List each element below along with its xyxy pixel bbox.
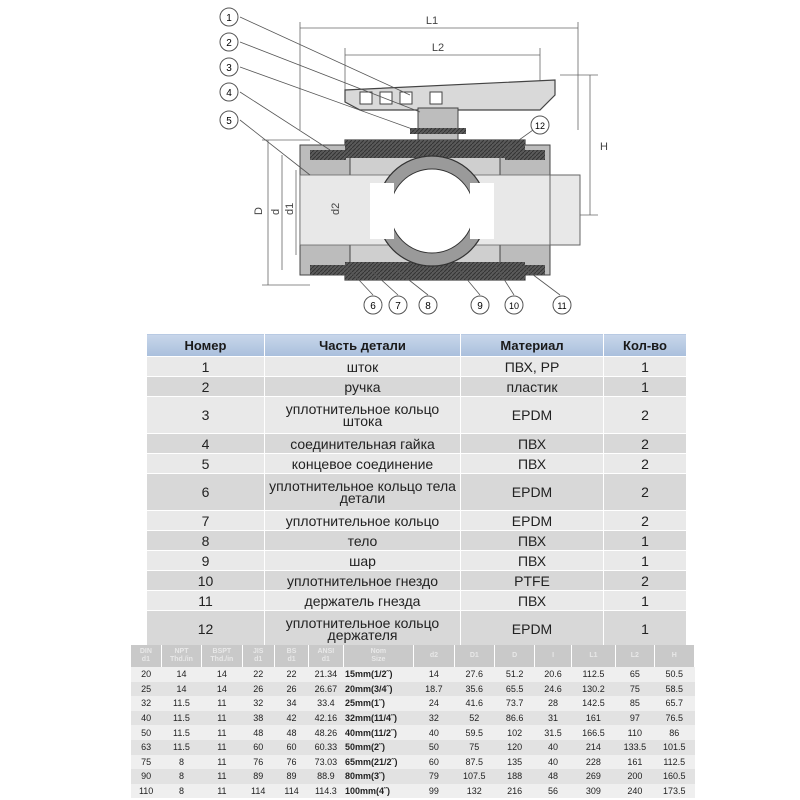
dims-header: L2 [616, 645, 654, 667]
dims-cell: 50 [414, 740, 454, 755]
dims-row [131, 755, 695, 770]
dimensions-table-body [131, 667, 695, 798]
dims-cell: 18.7 [414, 682, 454, 697]
dim-D: D [253, 207, 265, 215]
dims-row [131, 696, 695, 711]
dims-cell: 161 [571, 711, 615, 726]
dim-L1: L1 [425, 15, 439, 27]
dims-cell: 120 [495, 740, 535, 755]
dims-cell: 112.5 [571, 667, 615, 682]
parts-row [147, 474, 687, 511]
dims-header: H [654, 645, 694, 667]
part-qty: 1 [604, 531, 687, 551]
dims-cell: 20 [131, 667, 161, 682]
svg-text:9: 9 [477, 301, 483, 312]
dimensions-table-header [131, 645, 695, 667]
dims-cell: 132 [454, 784, 494, 799]
parts-row [147, 377, 687, 397]
svg-text:5: 5 [226, 116, 232, 127]
part-name: уплотнительное кольцо держателя [265, 611, 461, 648]
dims-cell: 59.5 [454, 725, 494, 740]
callout-12 [531, 116, 549, 134]
dims-cell: 85 [616, 696, 654, 711]
dims-cell: 58.5 [654, 682, 694, 697]
part-qty: 2 [604, 571, 687, 591]
part-name: уплотнительное кольцо [265, 511, 461, 531]
header-number: Номер [147, 334, 265, 357]
dims-cell: 228 [571, 755, 615, 770]
part-qty: 1 [604, 357, 687, 377]
dims-cell: 26 [274, 682, 308, 697]
part-material: ПВХ, PP [461, 357, 604, 377]
dims-row [131, 667, 695, 682]
svg-text:7: 7 [395, 301, 401, 312]
dims-cell: 38 [242, 711, 274, 726]
dims-cell: 309 [571, 784, 615, 799]
dims-row [131, 769, 695, 784]
dims-cell: 60 [274, 740, 308, 755]
dims-header: DIN d1 [131, 645, 161, 667]
dims-cell: 24.6 [535, 682, 571, 697]
dims-header: Nom Size [343, 645, 414, 667]
dims-cell: 135 [495, 755, 535, 770]
parts-row [147, 454, 687, 474]
callout-3 [220, 58, 238, 76]
dims-cell: 42.16 [309, 711, 343, 726]
header-material: Материал [461, 334, 604, 357]
dims-header: BSPT Thd./in [202, 645, 242, 667]
stem-seal [410, 128, 466, 134]
dims-cell: 76 [242, 755, 274, 770]
dims-header: D1 [454, 645, 494, 667]
parts-table-header [147, 334, 687, 357]
dims-cell: 11 [202, 711, 242, 726]
part-qty: 2 [604, 397, 687, 434]
header-part: Часть детали [265, 334, 461, 357]
dims-cell: 65 [616, 667, 654, 682]
dims-cell: 48.26 [309, 725, 343, 740]
svg-text:6: 6 [370, 301, 376, 312]
dims-cell: 40 [535, 755, 571, 770]
dims-cell: 48 [274, 725, 308, 740]
dims-cell: 73.7 [495, 696, 535, 711]
dims-cell: 130.2 [571, 682, 615, 697]
part-qty: 1 [604, 611, 687, 648]
dims-cell: 60 [242, 740, 274, 755]
callout-4 [220, 83, 238, 101]
dims-cell: 11 [202, 755, 242, 770]
part-name: шток [265, 357, 461, 377]
dims-cell: 110 [616, 725, 654, 740]
dims-cell: 161 [616, 755, 654, 770]
part-qty: 1 [604, 551, 687, 571]
part-qty: 2 [604, 454, 687, 474]
dims-cell: 142.5 [571, 696, 615, 711]
dims-header: L1 [571, 645, 615, 667]
parts-row [147, 571, 687, 591]
part-name: концевое соединение [265, 454, 461, 474]
dims-cell: 48 [242, 725, 274, 740]
dims-cell: 14 [161, 667, 201, 682]
part-material: PTFE [461, 571, 604, 591]
dims-cell: 26 [242, 682, 274, 697]
dims-cell: 28 [535, 696, 571, 711]
dims-cell: 173.5 [654, 784, 694, 799]
dims-cell: 79 [414, 769, 454, 784]
part-number: 1 [147, 357, 265, 377]
dims-cell: 33.4 [309, 696, 343, 711]
parts-row [147, 434, 687, 454]
dims-cell: 80mm(3˝) [343, 769, 414, 784]
part-qty: 2 [604, 511, 687, 531]
dims-row [131, 725, 695, 740]
dims-cell: 27.6 [454, 667, 494, 682]
dims-cell: 34 [274, 696, 308, 711]
dim-d2: d2 [330, 202, 342, 215]
dims-cell: 88.9 [309, 769, 343, 784]
dim-d1: d1 [284, 202, 296, 215]
dims-cell: 160.5 [654, 769, 694, 784]
callout-9 [471, 296, 489, 314]
part-number: 9 [147, 551, 265, 571]
dims-cell: 101.5 [654, 740, 694, 755]
dims-cell: 22 [274, 667, 308, 682]
dims-cell: 14 [414, 667, 454, 682]
dims-cell: 188 [495, 769, 535, 784]
callout-10 [505, 296, 523, 314]
svg-text:11: 11 [557, 301, 567, 311]
part-material: пластик [461, 377, 604, 397]
dims-cell: 107.5 [454, 769, 494, 784]
dims-header: ANSI d1 [309, 645, 343, 667]
header-qty: Кол-во [604, 334, 687, 357]
dims-cell: 20mm(3/4˝) [343, 682, 414, 697]
dims-row [131, 740, 695, 755]
dims-cell: 60.33 [309, 740, 343, 755]
part-number: 11 [147, 591, 265, 611]
dims-cell: 26.67 [309, 682, 343, 697]
dims-cell: 15mm(1/2˝) [343, 667, 414, 682]
parts-row [147, 611, 687, 648]
svg-text:4: 4 [226, 88, 232, 99]
dims-row [131, 784, 695, 799]
dims-cell: 21.34 [309, 667, 343, 682]
dims-cell: 52 [454, 711, 494, 726]
dims-cell: 89 [274, 769, 308, 784]
parts-row [147, 591, 687, 611]
dims-cell: 20.6 [535, 667, 571, 682]
callout-7 [389, 296, 407, 314]
dims-cell: 11 [202, 740, 242, 755]
part-number: 7 [147, 511, 265, 531]
dims-cell: 8 [161, 769, 201, 784]
dims-cell: 50 [131, 725, 161, 740]
part-number: 3 [147, 397, 265, 434]
part-name: уплотнительное кольцо тела детали [265, 474, 461, 511]
dims-cell: 114.3 [309, 784, 343, 799]
dims-cell: 75 [616, 682, 654, 697]
part-material: ПВХ [461, 551, 604, 571]
part-number: 8 [147, 531, 265, 551]
dims-cell: 11.5 [161, 711, 201, 726]
dims-cell: 75 [454, 740, 494, 755]
callout-11 [553, 296, 571, 314]
dims-cell: 240 [616, 784, 654, 799]
parts-table [146, 333, 687, 648]
part-material: ПВХ [461, 591, 604, 611]
dims-cell: 11 [202, 769, 242, 784]
dims-cell: 14 [202, 682, 242, 697]
dims-cell: 11.5 [161, 696, 201, 711]
part-name: держатель гнезда [265, 591, 461, 611]
callout-8 [419, 296, 437, 314]
dims-cell: 112.5 [654, 755, 694, 770]
dims-cell: 76 [274, 755, 308, 770]
dims-cell: 76.5 [654, 711, 694, 726]
svg-text:1: 1 [226, 13, 232, 24]
dims-header: I [535, 645, 571, 667]
dims-row [131, 682, 695, 697]
dims-cell: 87.5 [454, 755, 494, 770]
part-name: уплотнительное гнездо [265, 571, 461, 591]
svg-text:8: 8 [425, 301, 431, 312]
dim-d: d [270, 208, 282, 215]
parts-row [147, 511, 687, 531]
dims-cell: 14 [161, 682, 201, 697]
part-qty: 1 [604, 591, 687, 611]
dims-cell: 63 [131, 740, 161, 755]
svg-text:2: 2 [226, 38, 232, 49]
dims-cell: 216 [495, 784, 535, 799]
part-number: 6 [147, 474, 265, 511]
dims-cell: 11.5 [161, 740, 201, 755]
dims-cell: 8 [161, 784, 201, 799]
dims-cell: 99 [414, 784, 454, 799]
dims-header: d2 [414, 645, 454, 667]
dims-cell: 90 [131, 769, 161, 784]
dims-row [131, 711, 695, 726]
dims-cell: 50mm(2˝) [343, 740, 414, 755]
svg-text:12: 12 [534, 121, 546, 131]
part-material: EPDM [461, 397, 604, 434]
dims-cell: 114 [242, 784, 274, 799]
part-qty: 1 [604, 377, 687, 397]
dims-cell: 97 [616, 711, 654, 726]
part-number: 12 [147, 611, 265, 648]
svg-text:10: 10 [508, 301, 520, 311]
dims-cell: 89 [242, 769, 274, 784]
part-number: 2 [147, 377, 265, 397]
dims-cell: 11 [202, 725, 242, 740]
dims-cell: 42 [274, 711, 308, 726]
part-name: тело [265, 531, 461, 551]
dims-cell: 32 [242, 696, 274, 711]
part-material: EPDM [461, 511, 604, 531]
dims-cell: 102 [495, 725, 535, 740]
parts-table-body [147, 357, 687, 648]
dims-cell: 50.5 [654, 667, 694, 682]
callout-6 [364, 296, 382, 314]
dims-cell: 40 [131, 711, 161, 726]
dims-cell: 75 [131, 755, 161, 770]
part-number: 4 [147, 434, 265, 454]
parts-row [147, 397, 687, 434]
dims-cell: 40mm(11/2˝) [343, 725, 414, 740]
dims-header: NPT Thd./in [161, 645, 201, 667]
dims-cell: 51.2 [495, 667, 535, 682]
dims-cell: 31.5 [535, 725, 571, 740]
dim-H: H [600, 141, 608, 153]
valve-drawing [0, 0, 800, 325]
part-material: ПВХ [461, 434, 604, 454]
parts-row [147, 531, 687, 551]
part-name: соединительная гайка [265, 434, 461, 454]
valve-cross-section [0, 0, 800, 325]
dims-cell: 11 [202, 696, 242, 711]
part-qty: 2 [604, 434, 687, 454]
dims-cell: 48 [535, 769, 571, 784]
dim-L2: L2 [431, 42, 445, 54]
dimensions-table [131, 645, 695, 798]
dims-cell: 24 [414, 696, 454, 711]
dims-header: JIS d1 [242, 645, 274, 667]
dims-cell: 25mm(1˝) [343, 696, 414, 711]
part-material: EPDM [461, 474, 604, 511]
part-name: ручка [265, 377, 461, 397]
dims-cell: 114 [274, 784, 308, 799]
dims-cell: 133.5 [616, 740, 654, 755]
dims-cell: 65.5 [495, 682, 535, 697]
dims-cell: 65mm(21/2˝) [343, 755, 414, 770]
dims-cell: 40 [535, 740, 571, 755]
dims-cell: 32 [414, 711, 454, 726]
part-name: шар [265, 551, 461, 571]
dims-cell: 65.7 [654, 696, 694, 711]
dims-header: BS d1 [274, 645, 308, 667]
parts-row [147, 551, 687, 571]
dims-cell: 25 [131, 682, 161, 697]
part-material: ПВХ [461, 531, 604, 551]
dims-cell: 100mm(4˝) [343, 784, 414, 799]
dims-cell: 269 [571, 769, 615, 784]
part-name: уплотнительное кольцо штока [265, 397, 461, 434]
callout-2 [220, 33, 238, 51]
dims-cell: 200 [616, 769, 654, 784]
callout-5 [220, 111, 238, 129]
dims-cell: 73.03 [309, 755, 343, 770]
part-qty: 2 [604, 474, 687, 511]
dims-cell: 31 [535, 711, 571, 726]
dims-cell: 32 [131, 696, 161, 711]
dims-cell: 8 [161, 755, 201, 770]
dims-cell: 166.5 [571, 725, 615, 740]
dims-cell: 86.6 [495, 711, 535, 726]
dims-header: D [495, 645, 535, 667]
part-material: EPDM [461, 611, 604, 648]
dims-cell: 110 [131, 784, 161, 799]
dims-cell: 11.5 [161, 725, 201, 740]
dims-cell: 41.6 [454, 696, 494, 711]
parts-row [147, 357, 687, 377]
callout-1 [220, 8, 238, 26]
dims-cell: 60 [414, 755, 454, 770]
part-material: ПВХ [461, 454, 604, 474]
part-number: 5 [147, 454, 265, 474]
dims-cell: 14 [202, 667, 242, 682]
dims-cell: 56 [535, 784, 571, 799]
dims-cell: 86 [654, 725, 694, 740]
dims-cell: 35.6 [454, 682, 494, 697]
dims-cell: 22 [242, 667, 274, 682]
dims-cell: 32mm(11/4˝) [343, 711, 414, 726]
svg-text:3: 3 [226, 63, 232, 74]
dims-cell: 40 [414, 725, 454, 740]
dims-cell: 11 [202, 784, 242, 799]
dims-cell: 214 [571, 740, 615, 755]
part-number: 10 [147, 571, 265, 591]
